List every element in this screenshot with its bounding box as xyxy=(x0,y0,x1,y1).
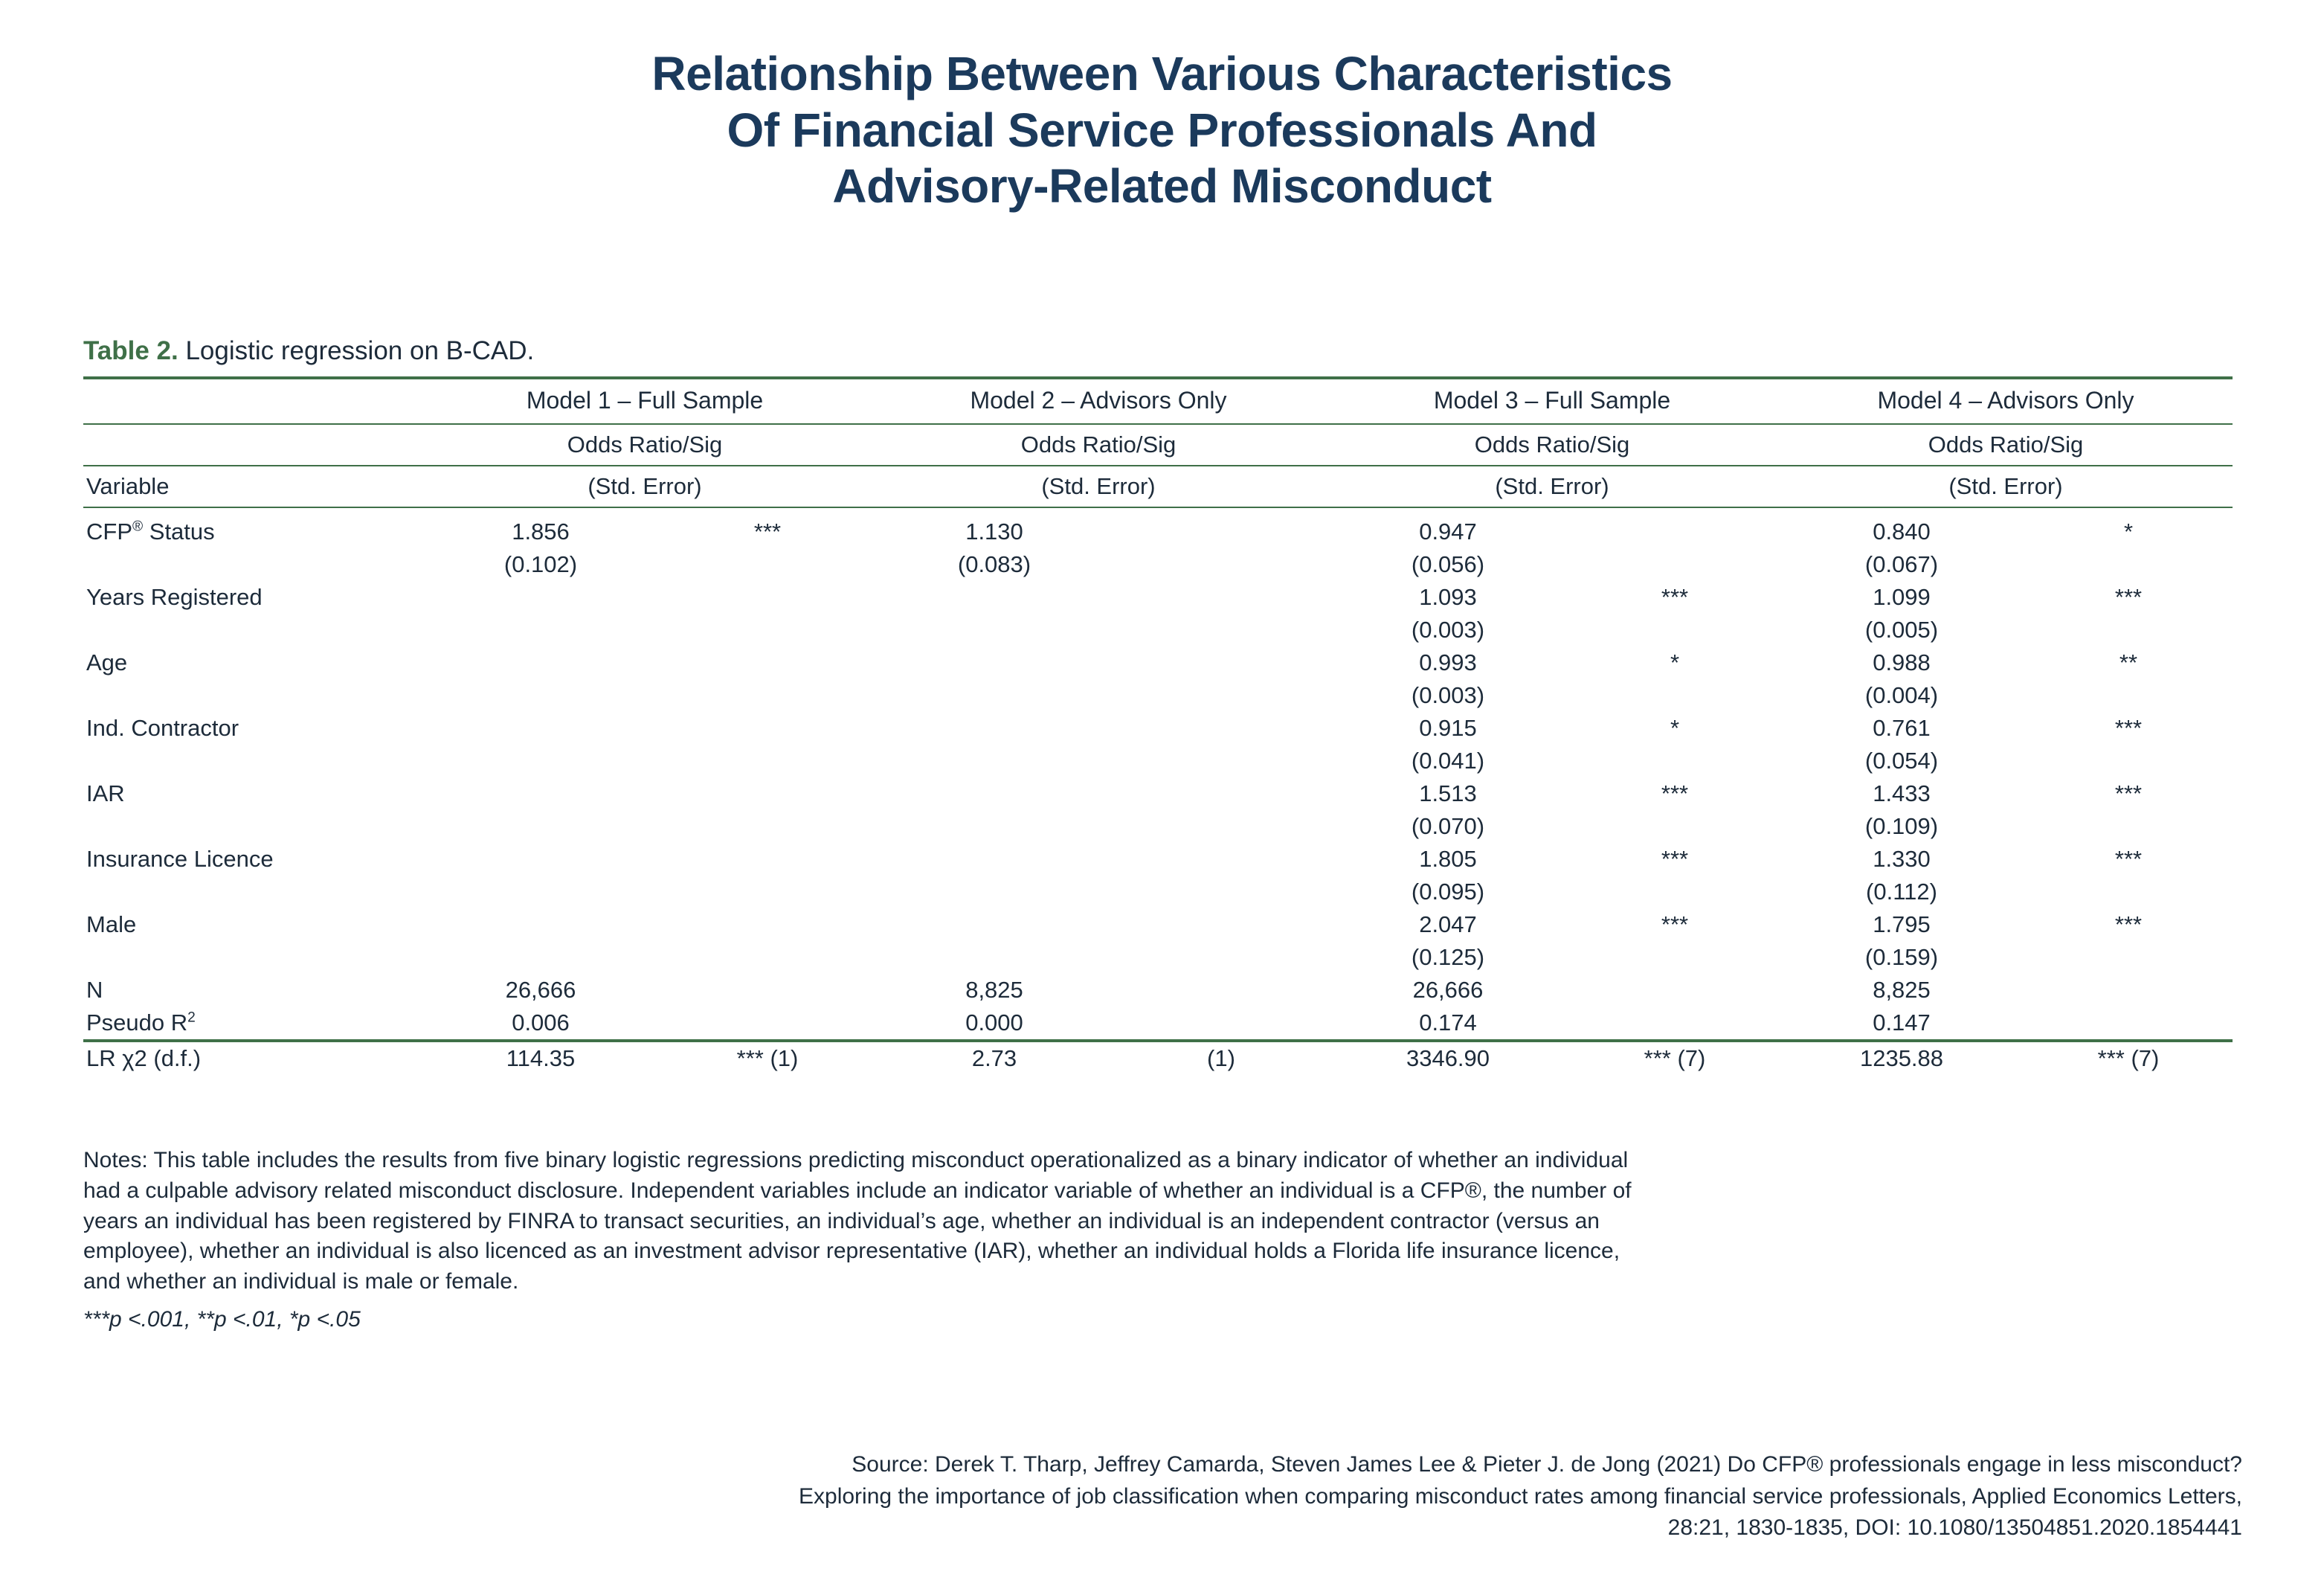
spacer-cell xyxy=(2024,1007,2233,1041)
spacer-cell xyxy=(1117,974,1325,1007)
table-header-models-row xyxy=(83,378,2233,424)
years-registered-m2-odds xyxy=(872,581,1117,614)
insurance-licence-m1-odds xyxy=(418,843,663,876)
table-row-se xyxy=(83,679,2233,712)
male-m2-odds xyxy=(872,908,1117,941)
spacer-cell xyxy=(663,614,872,646)
lr-chi2-m1: 114.35 xyxy=(418,1041,663,1075)
notes-line-3 xyxy=(83,1207,2240,1237)
iar-m1-se xyxy=(418,810,663,843)
insurance-licence-m2-se xyxy=(872,876,1117,908)
spacer-cell xyxy=(663,1007,872,1041)
years-registered-m1-sig xyxy=(663,581,872,614)
ind-contractor-m2-sig xyxy=(1117,712,1325,745)
notes-text-1: This table includes the results from five binary logistic regressions predicting misconduct operationalized as a binary indicator of whether an individual xyxy=(147,1148,1629,1172)
cfp-status-m4-sig: * xyxy=(2024,507,2233,548)
n-m2: 8,825 xyxy=(965,977,1023,1003)
spacer-cell xyxy=(1117,876,1325,908)
insurance-licence-m3-sig: *** xyxy=(1661,846,1689,872)
table-row xyxy=(83,843,2233,876)
age-m4-se: (0.004) xyxy=(1864,682,1939,708)
spacer-cell xyxy=(1571,941,1779,974)
spacer-cell xyxy=(663,548,872,581)
ind-contractor-m4-odds: 0.761 xyxy=(1873,715,1931,741)
se-header-4: (Std. Error) xyxy=(1779,466,2233,507)
pseudo-r2-m4: 0.147 xyxy=(1873,1009,1931,1036)
years-registered-m2-se xyxy=(872,614,1117,646)
odds-header-2: Odds Ratio/Sig xyxy=(872,424,1325,466)
spacer-cell xyxy=(1571,679,1779,712)
years-registered-m3-sig: *** xyxy=(1661,584,1689,610)
male-m1-sig xyxy=(663,908,872,941)
spacer-cell xyxy=(83,378,418,424)
spacer-cell xyxy=(83,424,418,466)
age-m1-odds xyxy=(418,646,663,679)
spacer-cell xyxy=(2024,548,2233,581)
notes-line-2 xyxy=(83,1176,2240,1207)
ind-contractor-m3-se: (0.041) xyxy=(1411,748,1485,774)
age-m3-se: (0.003) xyxy=(1411,682,1485,708)
iar-m4-odds: 1.433 xyxy=(1873,780,1931,806)
cfp-status-m3-se: (0.056) xyxy=(1411,551,1485,577)
insurance-licence-m2-odds xyxy=(872,843,1117,876)
lr-chi2-m2-sig: (1) xyxy=(1117,1041,1325,1075)
notes-text-4: employee), whether an individual is also licenced as an investment advisor representative (IAR), whether an individual holds a Florida life insurance licence, xyxy=(83,1239,1620,1264)
notes-line-4 xyxy=(83,1236,2240,1267)
years-registered-m1-odds xyxy=(418,581,663,614)
notes-text-2: had a culpable advisory related misconduct disclosure. Independent variables include an indicator variable of whether an individual is a CFP®, the number of xyxy=(83,1178,1632,1203)
spacer-cell xyxy=(1117,745,1325,777)
spacer-cell xyxy=(83,614,418,646)
male-m3-se: (0.125) xyxy=(1411,944,1485,970)
table-caption-number: Table 2. xyxy=(83,336,178,365)
years-registered-m1-se xyxy=(418,614,663,646)
male-m2-sig xyxy=(1117,908,1325,941)
notes-line-1 xyxy=(83,1146,2240,1176)
spacer-cell xyxy=(2024,679,2233,712)
source-line-1: Source: Derek T. Tharp, Jeffrey Camarda, Steven James Lee & Pieter J. de Jong (2021) Do CFP® professionals engage in less misconduct? xyxy=(852,1452,2242,1477)
table-row-se xyxy=(83,745,2233,777)
insurance-licence-m3-se: (0.095) xyxy=(1411,879,1485,905)
spacer-cell xyxy=(2024,941,2233,974)
table-row-se xyxy=(83,941,2233,974)
odds-header-3: Odds Ratio/Sig xyxy=(1325,424,1779,466)
row-label-years-registered: Years Registered xyxy=(86,584,263,610)
table-row-lr-chi2 xyxy=(83,1041,2233,1075)
row-label-cfp-status: CFP® Status xyxy=(83,507,418,548)
spacer-cell xyxy=(83,548,418,581)
spacer-cell xyxy=(1117,1007,1325,1041)
table-row xyxy=(83,712,2233,745)
source-line-3: 28:21, 1830-1835, DOI: 10.1080/13504851.2020.1854441 xyxy=(1667,1515,2242,1541)
age-m2-sig xyxy=(1117,646,1325,679)
male-m4-se: (0.159) xyxy=(1864,944,1939,970)
table-caption xyxy=(83,336,2240,366)
pseudo-r2-m2: 0.000 xyxy=(965,1009,1023,1036)
table-header-odds-row xyxy=(83,424,2233,466)
spacer-cell xyxy=(83,941,418,974)
spacer-cell xyxy=(83,876,418,908)
iar-m1-sig xyxy=(663,777,872,810)
spacer-cell xyxy=(663,974,872,1007)
spacer-cell xyxy=(1117,548,1325,581)
cfp-status-m3-odds: 0.947 xyxy=(1325,507,1571,548)
cfp-status-m4-se: (0.067) xyxy=(1864,551,1939,577)
spacer-cell xyxy=(1571,974,1779,1007)
years-registered-m2-sig xyxy=(1117,581,1325,614)
insurance-licence-m4-se: (0.112) xyxy=(1866,879,1937,905)
page-title-line-3: Advisory-Related Misconduct xyxy=(832,159,1492,214)
cfp-status-m1-se: (0.102) xyxy=(503,551,578,577)
insurance-licence-m1-sig xyxy=(663,843,872,876)
n-m4: 8,825 xyxy=(1873,977,1931,1003)
insurance-licence-m4-odds: 1.330 xyxy=(1873,846,1931,872)
age-m3-odds: 0.993 xyxy=(1419,649,1477,675)
insurance-licence-m4-sig: *** xyxy=(2114,846,2143,872)
spacer-cell xyxy=(663,810,872,843)
lr-chi2-m4-sig: *** (7) xyxy=(2024,1041,2233,1075)
cfp-status-m4-odds: 0.840 xyxy=(1779,507,2024,548)
table-notes xyxy=(83,1146,2240,1335)
table-header-se-row xyxy=(83,466,2233,507)
notes-text-5: and whether an individual is male or female. xyxy=(83,1269,519,1294)
table-row xyxy=(83,646,2233,679)
spacer-cell xyxy=(663,941,872,974)
odds-header-4: Odds Ratio/Sig xyxy=(1779,424,2233,466)
age-m2-se xyxy=(872,679,1117,712)
notes-line-5 xyxy=(83,1267,2240,1297)
row-label-age: Age xyxy=(86,649,128,675)
age-m1-sig xyxy=(663,646,872,679)
cfp-status-m1-odds: 1.856 xyxy=(418,507,663,548)
ind-contractor-m4-sig: *** xyxy=(2114,715,2143,741)
n-m1: 26,666 xyxy=(505,977,576,1003)
ind-contractor-m1-sig xyxy=(663,712,872,745)
ind-contractor-m1-se xyxy=(418,745,663,777)
insurance-licence-m1-se xyxy=(418,876,663,908)
row-label-insurance-licence: Insurance Licence xyxy=(86,846,274,872)
source-line-2: Exploring the importance of job classification when comparing misconduct rates among financial service professionals, Applied Economics Letters, xyxy=(799,1483,2242,1509)
spacer-cell xyxy=(1117,679,1325,712)
table-row xyxy=(83,507,2233,548)
years-registered-m3-odds: 1.093 xyxy=(1419,584,1477,610)
row-label-male: Male xyxy=(86,911,137,937)
significance-note-text: ***p <.001, **p <.01, *p <.05 xyxy=(83,1306,361,1332)
male-m1-odds xyxy=(418,908,663,941)
years-registered-m4-se: (0.005) xyxy=(1864,617,1939,643)
male-m2-se xyxy=(872,941,1117,974)
lr-chi2-m2: 2.73 xyxy=(872,1041,1117,1075)
spacer-cell xyxy=(1571,745,1779,777)
age-m4-odds: 0.988 xyxy=(1873,649,1931,675)
age-m2-odds xyxy=(872,646,1117,679)
se-header-2: (Std. Error) xyxy=(872,466,1325,507)
spacer-cell xyxy=(1571,810,1779,843)
lr-chi2-m3: 3346.90 xyxy=(1325,1041,1571,1075)
iar-m4-se: (0.109) xyxy=(1864,813,1939,839)
spacer-cell xyxy=(663,679,872,712)
model-header-2: Model 2 – Advisors Only xyxy=(872,378,1325,424)
lr-chi2-m4: 1235.88 xyxy=(1779,1041,2024,1075)
spacer-cell xyxy=(1117,941,1325,974)
age-m1-se xyxy=(418,679,663,712)
iar-m1-odds xyxy=(418,777,663,810)
table-row-pseudo-r2 xyxy=(83,1007,2233,1041)
insurance-licence-m2-sig xyxy=(1117,843,1325,876)
table-row xyxy=(83,581,2233,614)
male-m4-sig: *** xyxy=(2114,911,2143,937)
page-title-line-2: Of Financial Service Professionals And xyxy=(727,103,1597,157)
row-label-lr-chi2: LR χ2 (d.f.) xyxy=(83,1041,418,1075)
lr-chi2-m3-sig: *** (7) xyxy=(1571,1041,1779,1075)
spacer-cell xyxy=(2024,614,2233,646)
table-row xyxy=(83,908,2233,941)
pseudo-r2-m1: 0.006 xyxy=(512,1009,570,1036)
spacer-cell xyxy=(83,745,418,777)
model-header-3: Model 3 – Full Sample xyxy=(1325,378,1779,424)
notes-text-3: years an individual has been registered by FINRA to transact securities, an individual’s age, whether an individual is an independent contractor (versus an xyxy=(83,1208,1600,1233)
spacer-cell xyxy=(1117,614,1325,646)
model-header-1: Model 1 – Full Sample xyxy=(418,378,872,424)
table-row-se xyxy=(83,614,2233,646)
variable-column-header: Variable xyxy=(83,466,418,507)
ind-contractor-m3-sig: * xyxy=(1670,715,1680,741)
page-title xyxy=(0,0,2324,215)
ind-contractor-m4-se: (0.054) xyxy=(1864,748,1939,774)
spacer-cell xyxy=(1571,876,1779,908)
cfp-status-m2-sig xyxy=(1117,507,1325,548)
cfp-status-m3-sig xyxy=(1571,507,1779,548)
male-m1-se xyxy=(418,941,663,974)
spacer-cell xyxy=(663,876,872,908)
cfp-status-m2-odds: 1.130 xyxy=(872,507,1117,548)
spacer-cell xyxy=(1571,614,1779,646)
table-row xyxy=(83,777,2233,810)
pseudo-r2-m3: 0.174 xyxy=(1419,1009,1477,1036)
spacer-cell xyxy=(2024,974,2233,1007)
model-header-4: Model 4 – Advisors Only xyxy=(1779,378,2233,424)
ind-contractor-m3-odds: 0.915 xyxy=(1419,715,1477,741)
years-registered-m4-odds: 1.099 xyxy=(1873,584,1931,610)
spacer-cell xyxy=(1117,810,1325,843)
source-citation xyxy=(205,1449,2242,1544)
spacer-cell xyxy=(2024,876,2233,908)
significance-note xyxy=(83,1305,2240,1335)
insurance-licence-m3-odds: 1.805 xyxy=(1419,846,1477,872)
spacer-cell xyxy=(2024,810,2233,843)
iar-m2-se xyxy=(872,810,1117,843)
ind-contractor-m2-odds xyxy=(872,712,1117,745)
lr-chi2-m1-sig: *** (1) xyxy=(663,1041,872,1075)
pseudo-r2-superscript: 2 xyxy=(187,1009,196,1026)
years-registered-m3-se: (0.003) xyxy=(1411,617,1485,643)
n-m3: 26,666 xyxy=(1412,977,1484,1003)
row-label-pseudo-r2: Pseudo $R^2$ xyxy=(86,1009,196,1036)
male-m3-odds: 2.047 xyxy=(1419,911,1477,937)
table-row-se xyxy=(83,810,2233,843)
iar-m3-odds: 1.513 xyxy=(1419,780,1477,806)
table-caption-text: Logistic regression on B-CAD. xyxy=(178,336,535,365)
male-m3-sig: *** xyxy=(1661,911,1689,937)
age-m4-sig: ** xyxy=(2119,649,2138,675)
spacer-cell xyxy=(2024,745,2233,777)
male-m4-odds: 1.795 xyxy=(1873,911,1931,937)
iar-m2-odds xyxy=(872,777,1117,810)
iar-m2-sig xyxy=(1117,777,1325,810)
spacer-cell xyxy=(1571,548,1779,581)
se-header-3: (Std. Error) xyxy=(1325,466,1779,507)
cfp-status-m1-sig: *** xyxy=(663,507,872,548)
spacer-cell xyxy=(83,679,418,712)
row-label-ind-contractor: Ind. Contractor xyxy=(86,715,239,741)
iar-m3-sig: *** xyxy=(1661,780,1689,806)
age-m3-sig: * xyxy=(1670,649,1680,675)
table-row-se xyxy=(83,876,2233,908)
spacer-cell xyxy=(663,745,872,777)
iar-m4-sig: *** xyxy=(2114,780,2143,806)
row-label-iar: IAR xyxy=(86,780,125,806)
cfp-status-m2-se: (0.083) xyxy=(957,551,1031,577)
iar-m3-se: (0.070) xyxy=(1411,813,1485,839)
spacer-cell xyxy=(83,810,418,843)
regression-table-block xyxy=(83,336,2240,1075)
se-header-1: (Std. Error) xyxy=(418,466,872,507)
page-title-line-1: Relationship Between Various Characteristics xyxy=(651,47,1673,100)
row-label-n: N xyxy=(86,977,103,1003)
spacer-cell xyxy=(1571,1007,1779,1041)
notes-label: Notes: xyxy=(83,1148,148,1172)
regression-table xyxy=(83,376,2233,1075)
odds-header-1: Odds Ratio/Sig xyxy=(418,424,872,466)
table-row-se xyxy=(83,548,2233,581)
ind-contractor-m1-odds xyxy=(418,712,663,745)
ind-contractor-m2-se xyxy=(872,745,1117,777)
table-row-n xyxy=(83,974,2233,1007)
years-registered-m4-sig: *** xyxy=(2114,584,2143,610)
